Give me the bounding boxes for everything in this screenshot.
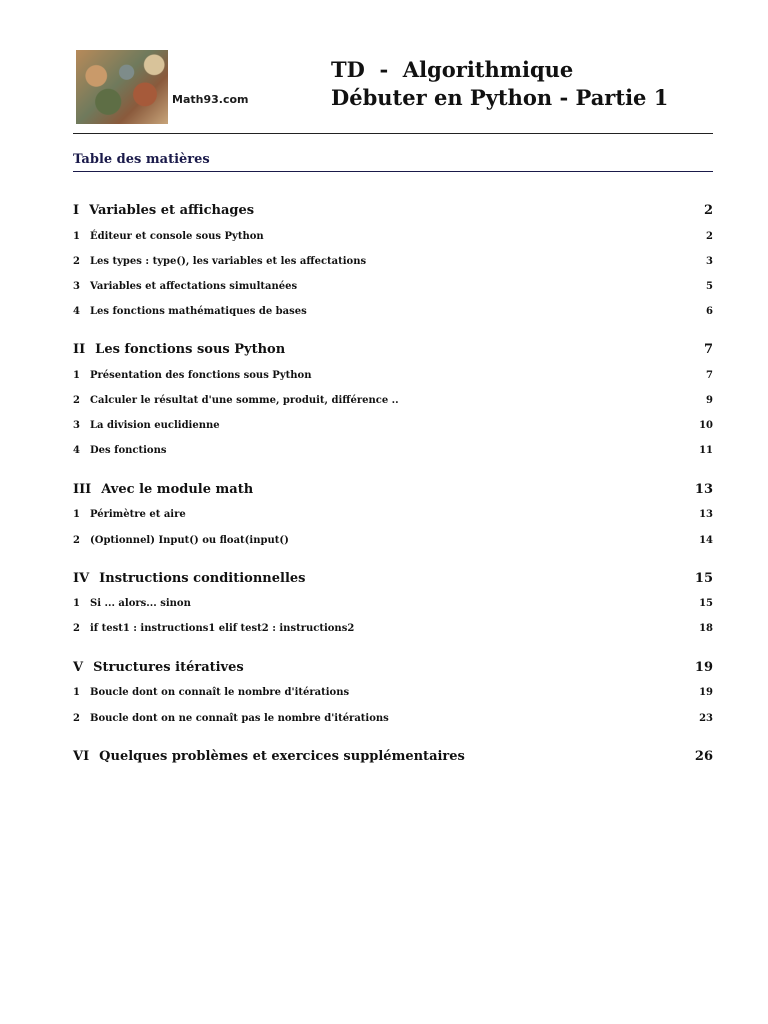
section-number: 2 [73, 623, 80, 634]
page-number: 18 [699, 623, 713, 634]
logo-text: Math93.com [172, 93, 249, 106]
part-title: Avec le module math [101, 482, 254, 497]
section-title: Boucle dont on connaît le nombre d'itérations [90, 687, 350, 698]
section-number: 3 [73, 420, 80, 431]
section-title: (Optionnel) Input() ou float(input() [90, 535, 289, 546]
toc-section[interactable] [73, 509, 713, 520]
toc-part[interactable] [73, 342, 713, 357]
section-number: 4 [73, 306, 80, 317]
toc-section[interactable] [73, 395, 713, 406]
part-number: IV [73, 571, 90, 586]
toc-part[interactable] [73, 203, 713, 218]
toc-part[interactable] [73, 749, 713, 764]
part-title: Quelques problèmes et exercices supplémentaires [99, 749, 465, 764]
page-number: 19 [694, 660, 713, 675]
section-title: La division euclidienne [90, 420, 220, 431]
section-number: 4 [73, 445, 80, 456]
section-title: Éditeur et console sous Python [90, 231, 264, 242]
toc-section[interactable] [73, 623, 713, 634]
document-title [331, 56, 668, 112]
section-number: 2 [73, 713, 80, 724]
toc-section[interactable] [73, 598, 713, 609]
part-number: II [73, 342, 86, 357]
toc-part[interactable] [73, 571, 713, 586]
toc-section[interactable] [73, 535, 713, 546]
section-number: 2 [73, 535, 80, 546]
toc-part[interactable] [73, 660, 713, 675]
section-number: 1 [73, 509, 80, 520]
part-title: Structures itératives [93, 660, 244, 675]
section-number: 1 [73, 370, 80, 381]
section-number: 2 [73, 256, 80, 267]
page-number: 11 [699, 445, 713, 456]
section-title: Des fonctions [90, 445, 167, 456]
page-number: 15 [694, 571, 713, 586]
section-title: Périmètre et aire [90, 509, 186, 520]
section-number: 1 [73, 598, 80, 609]
section-title: Présentation des fonctions sous Python [90, 370, 312, 381]
section-title: Les fonctions mathématiques de bases [90, 306, 307, 317]
toc-section[interactable] [73, 281, 713, 292]
toc-section[interactable] [73, 256, 713, 267]
toc-section[interactable] [73, 713, 713, 724]
page-number: 2 [703, 203, 713, 218]
page-number: 9 [706, 395, 713, 406]
part-number: III [73, 482, 92, 497]
page-number: 7 [703, 342, 713, 357]
toc-divider [73, 171, 713, 172]
section-title: Calculer le résultat d'une somme, produit, différence .. [90, 395, 399, 406]
part-title: Variables et affichages [89, 203, 255, 218]
page-number: 15 [699, 598, 713, 609]
section-title: Si ... alors... sinon [90, 598, 191, 609]
page-number: 19 [699, 687, 713, 698]
section-title: Boucle dont on ne connaît pas le nombre d'itérations [90, 713, 389, 724]
toc-section[interactable] [73, 420, 713, 431]
toc-part[interactable] [73, 482, 713, 497]
part-number: V [73, 660, 84, 675]
page-number: 7 [706, 370, 713, 381]
toc-heading: Table des matières [73, 152, 210, 167]
section-number: 2 [73, 395, 80, 406]
toc-section[interactable] [73, 231, 713, 242]
section-number: 1 [73, 687, 80, 698]
toc-section[interactable] [73, 445, 713, 456]
toc-section[interactable] [73, 306, 713, 317]
page-number: 10 [699, 420, 713, 431]
page-number: 23 [699, 713, 713, 724]
page-number: 2 [706, 231, 713, 242]
header-divider [73, 133, 713, 134]
section-title: Les types : type(), les variables et les affectations [90, 256, 367, 267]
logo-image [76, 50, 168, 124]
part-number: VI [73, 749, 90, 764]
title-line-2: Débuter en Python - Partie 1 [331, 85, 669, 110]
page-number: 26 [694, 749, 713, 764]
page-number: 14 [699, 535, 713, 546]
part-title: Les fonctions sous Python [95, 342, 286, 357]
page-number: 6 [706, 306, 713, 317]
document-header [73, 48, 713, 130]
page-number: 13 [694, 482, 713, 497]
toc-section[interactable] [73, 370, 713, 381]
page-number: 13 [699, 509, 713, 520]
part-number: I [73, 203, 80, 218]
section-title: if test1 : instructions1 elif test2 : instructions2 [90, 623, 355, 634]
page-number: 3 [706, 256, 713, 267]
page-number: 5 [706, 281, 713, 292]
title-line-1: TD - Algorithmique [331, 57, 574, 82]
toc-section[interactable] [73, 687, 713, 698]
section-title: Variables et affectations simultanées [90, 281, 298, 292]
section-number: 1 [73, 231, 80, 242]
section-number: 3 [73, 281, 80, 292]
part-title: Instructions conditionnelles [99, 571, 306, 586]
